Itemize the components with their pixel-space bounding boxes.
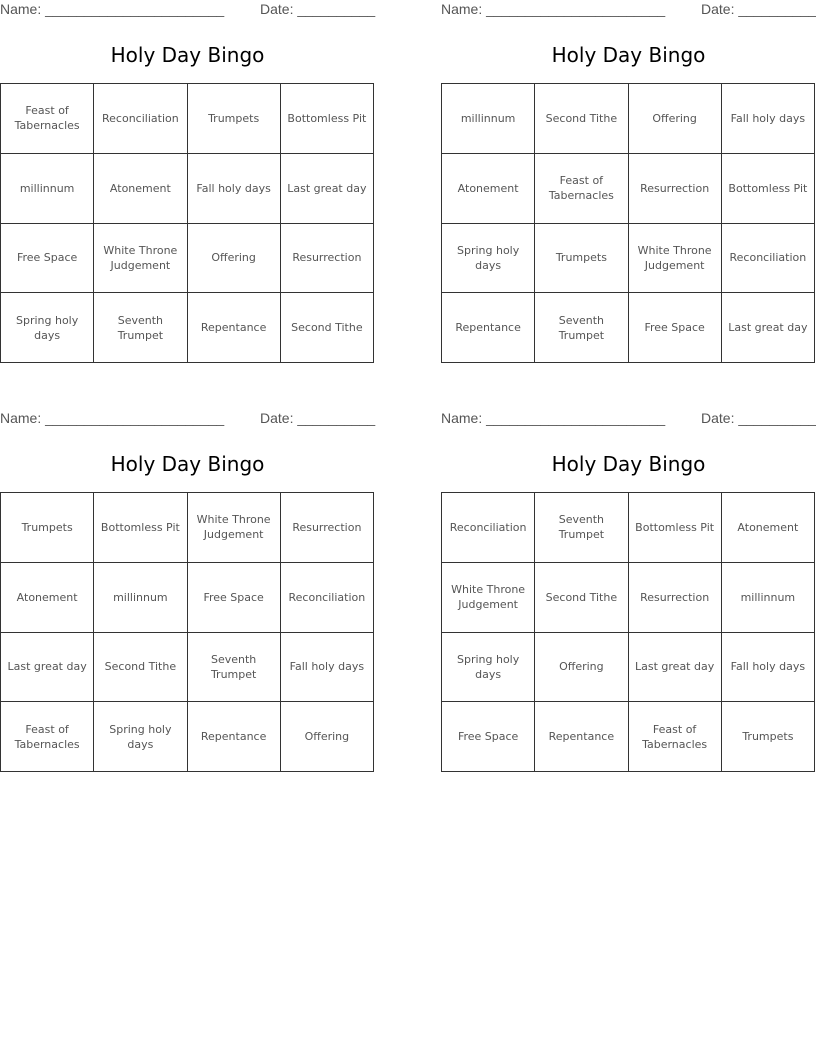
bingo-cell: Spring holy days	[442, 224, 535, 294]
bingo-cell: millinnum	[442, 84, 535, 154]
card-title: Holy Day Bingo	[110, 452, 265, 476]
bingo-cell: Repentance	[535, 702, 628, 772]
bingo-cell: Reconciliation	[281, 563, 374, 633]
date-field-label: Date: __________	[260, 410, 376, 426]
date-field-label: Date: __________	[260, 1, 376, 17]
bingo-cell: Last great day	[1, 633, 94, 703]
bingo-cell: millinnum	[1, 154, 94, 224]
bingo-cell: Spring holy days	[1, 293, 94, 363]
card-title: Holy Day Bingo	[551, 452, 706, 476]
bingo-cell: Feast of Tabernacles	[629, 702, 722, 772]
bingo-cell: Spring holy days	[94, 702, 187, 772]
bingo-cell: Feast of Tabernacles	[1, 702, 94, 772]
name-field-label: Name: _______________________	[441, 1, 666, 17]
bingo-cell: Last great day	[629, 633, 722, 703]
bingo-cell: Free Space	[1, 224, 94, 294]
bingo-cell: Bottomless Pit	[94, 493, 187, 563]
bingo-cell: Free Space	[188, 563, 281, 633]
bingo-cell: Resurrection	[629, 563, 722, 633]
name-field-label: Name: _______________________	[0, 1, 225, 17]
bingo-cell: Seventh Trumpet	[188, 633, 281, 703]
bingo-cell: Repentance	[442, 293, 535, 363]
bingo-cell: White Throne Judgement	[94, 224, 187, 294]
bingo-cell: White Throne Judgement	[629, 224, 722, 294]
bingo-cell: Second Tithe	[94, 633, 187, 703]
card-info-line	[441, 410, 816, 428]
bingo-cell: Bottomless Pit	[281, 84, 374, 154]
bingo-cell: Offering	[629, 84, 722, 154]
card-info-line	[0, 1, 375, 19]
bingo-grid	[441, 492, 815, 772]
card-info-line	[0, 410, 375, 428]
bingo-cell: Atonement	[442, 154, 535, 224]
bingo-cell: Feast of Tabernacles	[535, 154, 628, 224]
bingo-cell: Second Tithe	[281, 293, 374, 363]
bingo-cell: Offering	[188, 224, 281, 294]
bingo-cell: Last great day	[281, 154, 374, 224]
bingo-cell: Reconciliation	[94, 84, 187, 154]
bingo-cell: Fall holy days	[722, 633, 815, 703]
bingo-grid	[441, 83, 815, 363]
bingo-cell: Free Space	[629, 293, 722, 363]
bingo-cell: Seventh Trumpet	[535, 293, 628, 363]
bingo-cell: Spring holy days	[442, 633, 535, 703]
bingo-cell: Repentance	[188, 293, 281, 363]
bingo-cell: Second Tithe	[535, 563, 628, 633]
bingo-cell: Offering	[281, 702, 374, 772]
bingo-cell: millinnum	[94, 563, 187, 633]
bingo-cell: White Throne Judgement	[188, 493, 281, 563]
card-info-line	[441, 1, 816, 19]
bingo-cell: Trumpets	[722, 702, 815, 772]
date-field-label: Date: __________	[701, 410, 816, 426]
bingo-cell: Last great day	[722, 293, 815, 363]
bingo-cell: Seventh Trumpet	[535, 493, 628, 563]
name-field-label: Name: _______________________	[0, 410, 225, 426]
bingo-cell: Repentance	[188, 702, 281, 772]
bingo-cell: Trumpets	[188, 84, 281, 154]
bingo-cell: Fall holy days	[188, 154, 281, 224]
bingo-cell: Atonement	[94, 154, 187, 224]
bingo-cell: Offering	[535, 633, 628, 703]
card-title: Holy Day Bingo	[110, 43, 265, 67]
bingo-cell: Trumpets	[1, 493, 94, 563]
bingo-cell: White Throne Judgement	[442, 563, 535, 633]
bingo-cell: Atonement	[722, 493, 815, 563]
bingo-cell: Trumpets	[535, 224, 628, 294]
name-field-label: Name: _______________________	[441, 410, 666, 426]
bingo-cell: Second Tithe	[535, 84, 628, 154]
bingo-cell: Feast of Tabernacles	[1, 84, 94, 154]
bingo-grid	[0, 83, 374, 363]
bingo-cell: Reconciliation	[442, 493, 535, 563]
bingo-cell: Bottomless Pit	[629, 493, 722, 563]
bingo-cell: Bottomless Pit	[722, 154, 815, 224]
bingo-cell: Reconciliation	[722, 224, 815, 294]
bingo-cell: Fall holy days	[281, 633, 374, 703]
bingo-cell: Resurrection	[281, 493, 374, 563]
bingo-grid	[0, 492, 374, 772]
date-field-label: Date: __________	[701, 1, 816, 17]
bingo-cell: Resurrection	[629, 154, 722, 224]
bingo-cell: millinnum	[722, 563, 815, 633]
card-title: Holy Day Bingo	[551, 43, 706, 67]
bingo-cell: Atonement	[1, 563, 94, 633]
bingo-cell: Free Space	[442, 702, 535, 772]
bingo-cell: Resurrection	[281, 224, 374, 294]
bingo-cell: Seventh Trumpet	[94, 293, 187, 363]
bingo-cell: Fall holy days	[722, 84, 815, 154]
